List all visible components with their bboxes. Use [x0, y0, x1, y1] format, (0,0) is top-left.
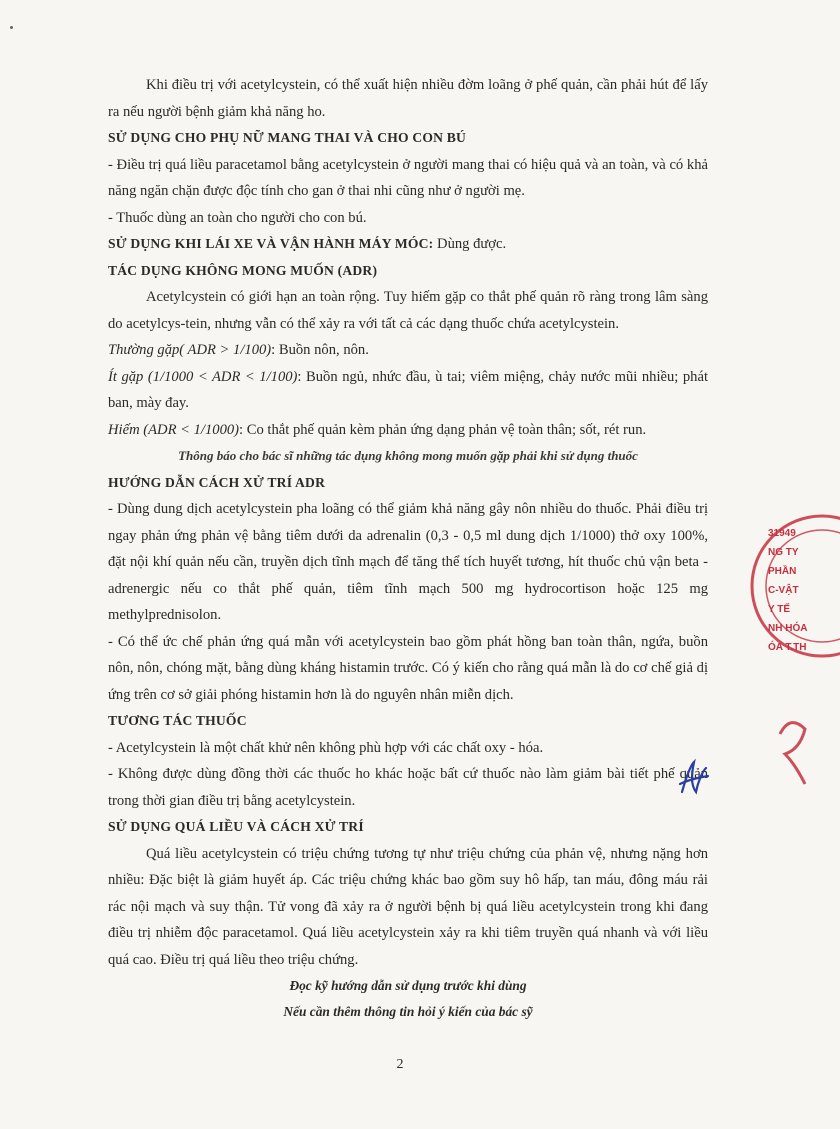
driving-text: Dùng được. [433, 236, 507, 252]
interactions-paragraph-2: - Không được dùng đồng thời các thuốc ho khác hoặc bất cứ thuốc nào làm giảm bài tiết phế quản trong thời gian điều trị bằng acetylcystein. [108, 766, 708, 809]
pregnancy-heading: SỬ DỤNG CHO PHỤ NỮ MANG THAI VÀ CHO CON BÚ [108, 130, 467, 145]
closing-line-1: Đọc kỹ hướng dẫn sử dụng trước khi dùng [289, 978, 527, 993]
interactions-heading: TƯƠNG TÁC THUỐC [108, 713, 247, 728]
adr-rare-label: Hiếm (ADR < 1/1000) [108, 421, 240, 438]
stamp-line: 31949 [768, 528, 796, 539]
driving-section [108, 231, 708, 258]
overdose-paragraph: Quá liều acetylcystein có triệu chứng tương tự như triệu chứng của phản vệ, nhưng nặng hơn nhiều: Đặc biệt là giảm huyết áp. Các triệu chứng khác bao gồm suy hô hấp, tan máu, đông máu rải rác nội mạch và suy thận. Tử vong đã xảy ra ở người bệnh bị quá liều acetylcystein trong khi đang điều trị nhiễm độc paracetamol. Quá liều acetylcystein xảy ra khi tiêm truyền quá nhanh và với liều quá cao. Điều trị quá liều theo triệu chứng. [108, 845, 708, 968]
driving-heading: SỬ DỤNG KHI LÁI XE VÀ VẬN HÀNH MÁY MÓC: [108, 236, 434, 251]
adr-management-paragraph-1: - Dùng dung dịch acetylcystein pha loãng có thể giảm khả năng gây nôn nhiều do thuốc. Phải điều trị ngay phản ứng phản vệ bằng tiêm dưới da adrenalin (0,3 - 0,5 ml dung dịch 1/1000) thở oxy 100%, đặt nội khí quản nếu cần, truyền dịch tĩnh mạch để tăng thể tích huyết tương, hít thuốc chủ vận beta - adrenergic nếu co thắt phế quản, tiêm tĩnh mạch 500 mg hydrocortison hoặc 125 mg methylprednisolon. [108, 501, 708, 623]
stamp-line: NH HÓA [768, 623, 808, 634]
signature-icon [676, 758, 712, 800]
adr-rare [108, 417, 708, 444]
adr-uncommon-label: Ít gặp (1/1000 < ADR < 1/100) [108, 368, 298, 385]
adr-rare-text: : Co thắt phế quản kèm phản ứng dạng phản vệ toàn thân; sốt, rét run. [239, 421, 647, 438]
stamp-line: ÓA T.TH [768, 642, 807, 653]
stamp-line: C-VẬT [768, 585, 799, 596]
pregnancy-paragraph-2: - Thuốc dùng an toàn cho người cho con bú. [108, 209, 367, 226]
intro-paragraph: Khi điều trị với acetylcystein, có thể xuất hiện nhiều đờm loãng ở phế quản, cần phải hút để lấy ra nếu người bệnh giảm khả năng ho. [108, 77, 708, 120]
page-number: 2 [396, 1057, 404, 1072]
adr-intro-paragraph: Acetylcystein có giới hạn an toàn rộng. Tuy hiếm gặp co thắt phế quản rõ ràng trong lâm sàng do acetylcys-tein, nhưng vẫn có thể xảy ra với tất cả các dạng thuốc chứa acetylcystein. [108, 289, 708, 332]
stamp-line: NG TY [768, 547, 799, 558]
adr-management-paragraph-2: - Có thể ức chế phản ứng quá mẫn với acetylcystein bao gồm phát hồng ban toàn thân, ngứa, buồn nôn, nôn, chóng mặt, bằng dùng kháng histamin trước. Có ý kiến cho rằng quá mẫn là do cơ chế giả dị ứng trên cơ sở giải phóng histamin hơn là do nguyên nhân miễn dịch. [108, 633, 708, 703]
stamp-line: Y TẾ [768, 604, 791, 615]
company-stamp [760, 494, 808, 804]
closing-line-2: Nếu cần thêm thông tin hỏi ý kiến của bác sỹ [283, 1004, 533, 1019]
adr-notice: Thông báo cho bác sĩ những tác dụng không mong muốn gặp phải khi sử dụng thuốc [178, 448, 638, 463]
scan-speck [10, 26, 13, 29]
adr-common-text: : Buồn nôn, nôn. [271, 342, 369, 358]
interactions-paragraph-1: - Acetylcystein là một chất khử nên không phù hợp với các chất oxy - hóa. [108, 739, 544, 756]
adr-uncommon [108, 364, 708, 417]
adr-management-heading: HƯỚNG DẪN CÁCH XỬ TRÍ ADR [108, 474, 326, 490]
adr-uncommon-text: : Buồn ngủ, nhức đầu, ù tai; viêm miệng, chảy nước mũi nhiều; phát ban, mày đay. [108, 368, 708, 411]
adr-common-label: Thường gặp( ADR > 1/100) [108, 342, 272, 358]
stamp-line: PHẦN [768, 566, 797, 577]
document-body [108, 72, 708, 1025]
pregnancy-paragraph-1: - Điều trị quá liều paracetamol bằng acetylcystein ở người mang thai có hiệu quả và an toàn, và có khả năng ngăn chặn được độc tính cho gan ở thai nhi cũng như ở người mẹ. [108, 156, 708, 199]
adr-heading: TÁC DỤNG KHÔNG MONG MUỐN (ADR) [108, 262, 378, 278]
overdose-heading: SỬ DỤNG QUÁ LIỀU VÀ CÁCH XỬ TRÍ [108, 819, 364, 834]
adr-common [108, 337, 708, 364]
stamp-text [768, 524, 807, 657]
